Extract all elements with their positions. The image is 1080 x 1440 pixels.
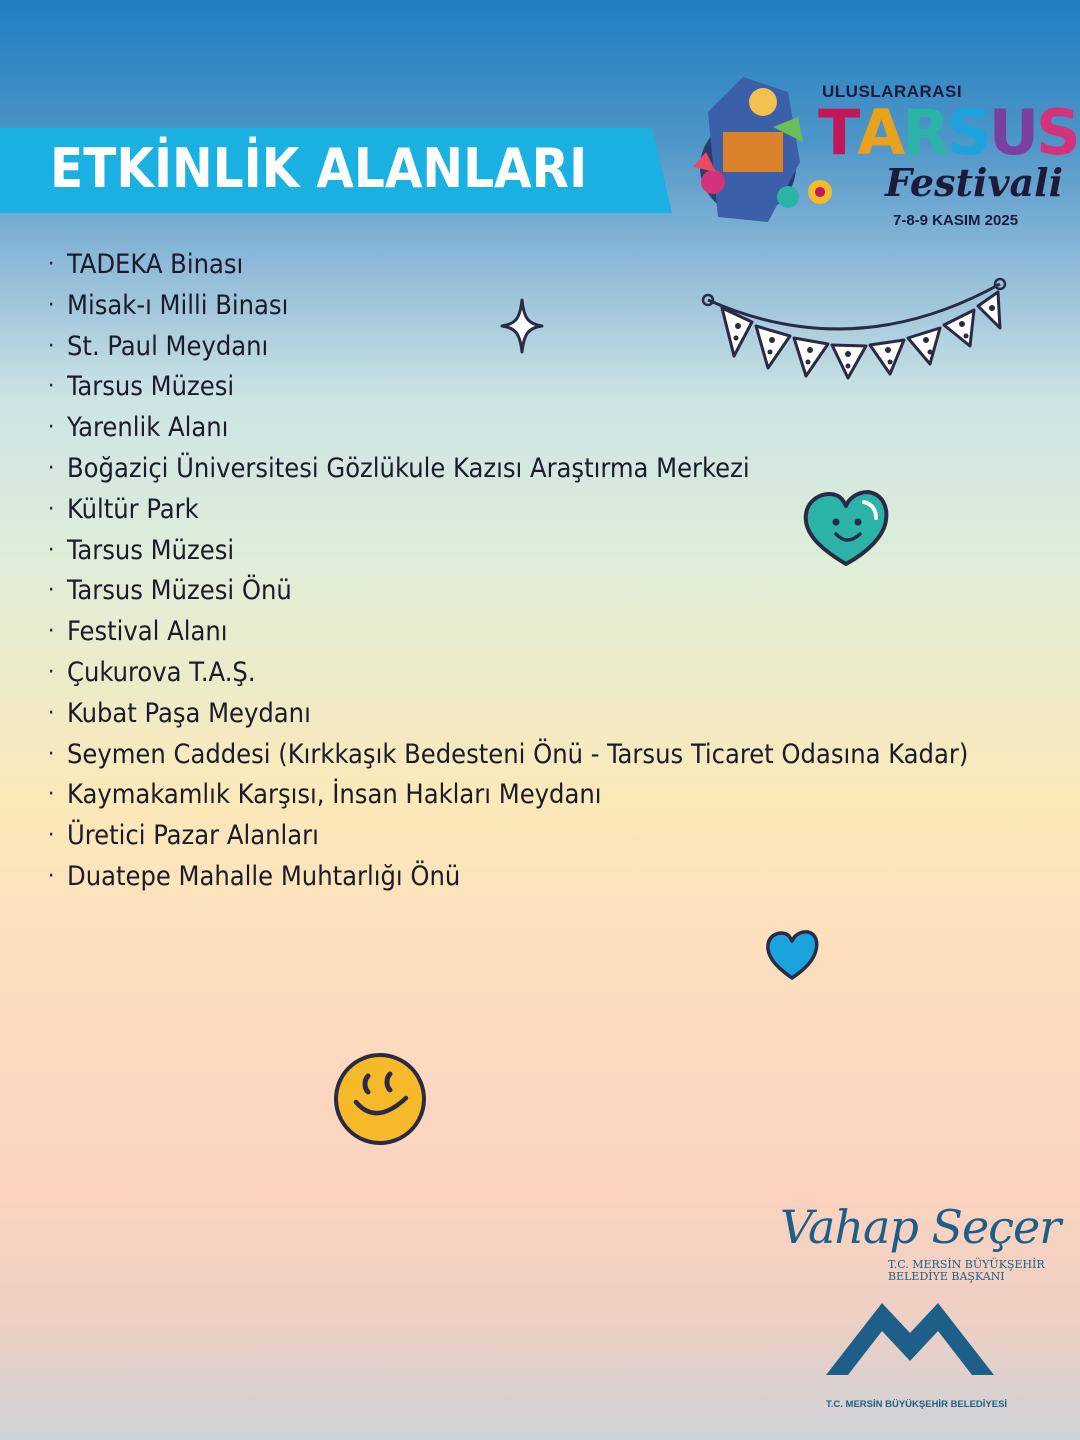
- list-item: [48, 775, 968, 816]
- festival-logo-top-text: ULUSLARARASI: [822, 82, 963, 101]
- venue-name: Duatepe Mahalle Muhtarlığı Önü: [67, 860, 461, 892]
- bullet-icon: ·: [48, 863, 55, 889]
- bullet-icon: ·: [48, 659, 55, 685]
- municipality-logo: [822, 1295, 998, 1383]
- venue-name: Üretici Pazar Alanları: [67, 820, 319, 852]
- wordmark-letter: S: [1036, 96, 1078, 169]
- venue-name: Tarsus Müzesi: [67, 371, 235, 403]
- bullet-icon: ·: [48, 333, 55, 359]
- municipality-name: T.C. MERSİN BÜYÜKŞEHİR BELEDİYESİ: [826, 1399, 1008, 1410]
- venue-name: Seymen Caddesi (Kırkkaşık Bedesteni Önü - Tarsus Ticaret Odasına Kadar): [67, 738, 969, 770]
- page-title: ETKİNLİK ALANLARI: [50, 137, 588, 200]
- list-item: [48, 571, 968, 612]
- bullet-icon: ·: [48, 292, 55, 318]
- bullet-icon: ·: [48, 374, 55, 400]
- wordmark-letter: U: [988, 96, 1037, 169]
- mayor-title-line2: BELEDİYE BAŞKANI: [888, 1270, 1005, 1283]
- venue-name: Kubat Paşa Meydanı: [67, 697, 311, 729]
- venue-name: Yarenlik Alanı: [67, 412, 229, 444]
- heart-icon: [764, 928, 820, 982]
- mayor-title: [888, 1259, 1058, 1283]
- wordmark-letter: A: [857, 96, 903, 169]
- festival-illustration: [693, 77, 832, 222]
- bullet-icon: ·: [48, 455, 55, 481]
- wordmark-letter: R: [902, 96, 948, 169]
- venue-name: Tarsus Müzesi Önü: [67, 575, 292, 607]
- bullet-icon: ·: [48, 782, 55, 808]
- list-item: [48, 816, 968, 857]
- list-item: [48, 449, 968, 490]
- festival-logo-sub-text: Festivali: [885, 160, 1064, 205]
- list-item: [48, 694, 968, 735]
- list-item: [48, 612, 968, 653]
- venue-name: Kaymakamlık Karşısı, İnsan Hakları Meydanı: [67, 779, 602, 811]
- venue-name: Boğaziçi Üniversitesi Gözlükule Kazısı Araştırma Merkezi: [67, 452, 750, 484]
- bullet-icon: ·: [48, 741, 55, 767]
- bullet-icon: ·: [48, 578, 55, 604]
- bullet-icon: ·: [48, 700, 55, 726]
- venue-name: Tarsus Müzesi: [67, 534, 235, 566]
- festival-dates: 7-8-9 KASIM 2025: [893, 212, 1019, 229]
- venue-name: Festival Alanı: [67, 616, 228, 648]
- bullet-icon: ·: [48, 415, 55, 441]
- venue-name: Kültür Park: [67, 493, 199, 525]
- bullet-icon: ·: [48, 252, 55, 277]
- festival-logo-wordmark: [818, 98, 1078, 168]
- festival-logo-main-text: [818, 98, 1078, 168]
- smiley-face-icon: [330, 1050, 430, 1148]
- venue-name: Misak-ı Milli Binası: [67, 289, 289, 321]
- list-item: [48, 735, 968, 776]
- venue-name: TADEKA Binası: [67, 249, 244, 280]
- list-item: [48, 653, 968, 694]
- list-item: [48, 408, 968, 449]
- sparkle-icon: [500, 298, 544, 354]
- bullet-icon: ·: [48, 823, 55, 849]
- smiling-heart-icon: [802, 488, 890, 570]
- bunting-flags-icon: [694, 270, 1016, 382]
- wordmark-letter: S: [947, 96, 989, 169]
- bullet-icon: ·: [48, 496, 55, 522]
- wordmark-letter: T: [818, 96, 858, 169]
- mayor-title-line1: T.C. MERSİN BÜYÜKŞEHİR: [888, 1258, 1045, 1271]
- list-item: [48, 857, 968, 898]
- venue-name: St. Paul Meydanı: [67, 330, 269, 362]
- bullet-icon: ·: [48, 537, 55, 563]
- mayor-signature: Vahap Seçer: [780, 1200, 1061, 1254]
- venue-name: Çukurova T.A.Ş.: [67, 656, 256, 688]
- bullet-icon: ·: [48, 619, 55, 645]
